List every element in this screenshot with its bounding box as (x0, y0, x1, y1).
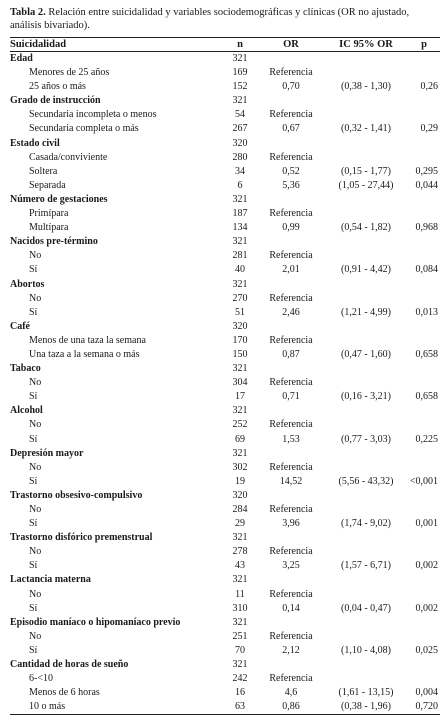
cell-variable: Sí (29, 264, 38, 276)
cell-ci (324, 545, 408, 559)
cell-p (408, 447, 440, 461)
cell-or: Referencia (269, 504, 313, 515)
cell-or: 2,12 (282, 644, 300, 656)
table-row (10, 376, 440, 390)
cell-ci (324, 52, 408, 67)
cell-ci: (0,15 - 1,77) (341, 165, 391, 177)
cell-ci: (0,54 - 1,82) (341, 222, 391, 234)
table-row (10, 348, 440, 362)
cell-n: 242 (232, 673, 248, 685)
cell-variable: Cantidad de horas de sueño (10, 659, 129, 671)
cell-variable: Menos de 6 horas (29, 687, 100, 699)
cell-variable: Trastorno disfórico premenstrual (10, 532, 153, 544)
cell-or: Referencia (269, 334, 313, 346)
header-or: OR (258, 38, 324, 52)
cell-p (408, 672, 440, 686)
cell-p (408, 320, 440, 334)
cell-or: 4,6 (284, 687, 298, 699)
cell-n: 321 (232, 447, 248, 459)
cell-p: 0,004 (415, 687, 438, 699)
cell-or (258, 658, 324, 672)
cell-p: 0,720 (408, 700, 440, 715)
table-row (10, 221, 440, 235)
cell-ci: (0,16 - 3,21) (341, 391, 391, 403)
cell-or: Referencia (269, 151, 313, 163)
cell-p: 0,29 (420, 123, 438, 135)
cell-p (408, 461, 440, 475)
cell-or: Referencia (269, 377, 313, 389)
cell-ci (324, 94, 408, 108)
cell-ci: (0,04 - 0,47) (341, 602, 391, 614)
cell-p (408, 151, 440, 165)
table-row (10, 475, 440, 489)
cell-p: 0,658 (415, 348, 438, 360)
category-row (10, 193, 440, 207)
cell-p (408, 193, 440, 207)
cell-variable: Separada (29, 179, 66, 191)
cell-n: 43 (235, 560, 245, 572)
cell-or: 0,70 (282, 81, 300, 93)
cell-n: 280 (232, 151, 248, 163)
cell-or: 0,99 (282, 222, 300, 234)
cell-n: 320 (232, 320, 248, 332)
cell-ci: (1,21 - 4,99) (341, 306, 391, 318)
cell-variable: Abortos (10, 278, 45, 290)
cell-n: 278 (232, 546, 248, 558)
cell-ci (324, 672, 408, 686)
cell-n: 321 (232, 53, 248, 64)
cell-variable: Sí (29, 602, 38, 614)
table-caption-text: Relación entre suicidalidad y variables sociodemográficas y clínicas (OR no ajustado, análisis bivariado). (10, 7, 410, 31)
cell-or: Referencia (269, 419, 313, 431)
cell-variable: Sí (29, 644, 38, 656)
cell-variable: 25 años o más (29, 81, 86, 93)
cell-p (408, 207, 440, 221)
cell-p (408, 573, 440, 587)
cell-variable: Estado civil (10, 137, 60, 149)
header-variable: Suicidalidad (10, 38, 222, 52)
cell-ci (324, 137, 408, 151)
category-row (10, 52, 440, 67)
cell-n: 321 (232, 574, 248, 586)
table-row (10, 700, 440, 715)
cell-ci (324, 573, 408, 587)
table-row (10, 179, 440, 193)
cell-or: Referencia (269, 461, 313, 473)
cell-variable: Sí (29, 560, 38, 572)
cell-p: 0,013 (415, 306, 438, 318)
category-row (10, 404, 440, 418)
cell-ci: (5,56 - 43,32) (338, 475, 394, 487)
table-row (10, 390, 440, 404)
cell-variable: Menos de una taza la semana (29, 334, 146, 346)
cell-p: 0,044 (415, 179, 438, 191)
cell-or: 1,53 (282, 433, 300, 445)
cell-variable: Casada/conviviente (29, 151, 108, 163)
cell-variable: Sí (29, 306, 38, 318)
table-row (10, 644, 440, 658)
table-row (10, 517, 440, 531)
table-row (10, 306, 440, 320)
cell-n: 40 (235, 264, 245, 276)
cell-ci (324, 235, 408, 249)
cell-or (258, 193, 324, 207)
cell-or: Referencia (269, 546, 313, 558)
table-row (10, 165, 440, 179)
cell-or (258, 489, 324, 503)
cell-variable: Tabaco (10, 363, 41, 375)
cell-n: 310 (232, 602, 248, 614)
cell-n: 267 (232, 123, 248, 135)
cell-variable: 10 o más (10, 700, 222, 715)
table-caption-label: Tabla 2. (10, 7, 46, 18)
results-table (10, 37, 440, 715)
cell-p: <0,001 (409, 475, 438, 487)
cell-p (408, 630, 440, 644)
cell-or: 0,14 (282, 602, 300, 614)
cell-or: 0,52 (282, 165, 300, 177)
cell-or: Referencia (269, 109, 313, 121)
cell-or: 3,96 (282, 518, 300, 530)
cell-n: 252 (232, 419, 248, 431)
cell-n: 321 (232, 278, 248, 290)
cell-ci (324, 404, 408, 418)
cell-or (258, 137, 324, 151)
table-row (10, 672, 440, 686)
table-row (10, 545, 440, 559)
cell-variable: 6-<10 (29, 673, 53, 685)
cell-ci (324, 616, 408, 630)
cell-or: 0,86 (258, 700, 324, 715)
cell-variable: Edad (10, 53, 33, 64)
cell-n: 51 (235, 306, 245, 318)
cell-variable: Menores de 25 años (29, 67, 110, 79)
cell-ci (324, 658, 408, 672)
cell-variable: Café (10, 320, 30, 332)
cell-or: Referencia (269, 588, 313, 600)
table-row (10, 108, 440, 122)
cell-variable: Secundaria incompleta o menos (29, 109, 157, 121)
cell-p: 0,002 (415, 560, 438, 572)
cell-p (408, 235, 440, 249)
cell-n: 320 (232, 137, 248, 149)
cell-ci (324, 362, 408, 376)
cell-p (408, 52, 440, 67)
cell-or (258, 52, 324, 67)
cell-variable: Depresión mayor (10, 447, 84, 459)
table-row (10, 292, 440, 306)
category-row (10, 137, 440, 151)
header-row (10, 38, 440, 52)
table-row (10, 461, 440, 475)
cell-n: 321 (232, 659, 248, 671)
cell-p (408, 66, 440, 80)
table-row (10, 559, 440, 573)
cell-or (258, 235, 324, 249)
table-row (10, 151, 440, 165)
cell-p: 0,26 (420, 81, 438, 93)
cell-n: 17 (235, 391, 245, 403)
cell-variable: No (29, 419, 42, 431)
cell-variable: No (29, 588, 42, 600)
cell-p (408, 278, 440, 292)
cell-or: Referencia (269, 630, 313, 642)
cell-n: 284 (232, 504, 248, 515)
cell-p: 0,225 (415, 433, 438, 445)
cell-p (408, 362, 440, 376)
cell-ci: (0,38 - 1,30) (341, 81, 391, 93)
cell-p (408, 376, 440, 390)
cell-ci (324, 292, 408, 306)
cell-or (258, 362, 324, 376)
cell-or: Referencia (269, 673, 313, 685)
cell-or (258, 447, 324, 461)
cell-ci (324, 531, 408, 545)
cell-p: 0,001 (415, 518, 438, 530)
cell-p (408, 616, 440, 630)
cell-ci (324, 193, 408, 207)
cell-n: 281 (232, 250, 248, 262)
cell-n: 321 (232, 616, 248, 628)
cell-variable: Sí (29, 475, 38, 487)
cell-variable: Grado de instrucción (10, 95, 101, 107)
cell-ci: (1,10 - 4,08) (341, 644, 391, 656)
cell-ci (324, 320, 408, 334)
cell-or: Referencia (269, 292, 313, 304)
cell-p (408, 249, 440, 263)
cell-variable: No (29, 250, 42, 262)
cell-n: 11 (235, 588, 245, 600)
cell-n: 321 (232, 193, 248, 205)
cell-ci (324, 418, 408, 432)
cell-variable: Episodio maníaco o hipomaníaco previo (10, 616, 181, 628)
category-row (10, 235, 440, 249)
category-row (10, 531, 440, 545)
cell-variable: Sí (29, 391, 38, 403)
cell-ci: (0,32 - 1,41) (341, 123, 391, 135)
cell-n: 134 (232, 222, 248, 234)
cell-ci (324, 376, 408, 390)
category-row (10, 320, 440, 334)
cell-n: 304 (232, 377, 248, 389)
cell-ci (324, 207, 408, 221)
cell-variable: Número de gestaciones (10, 193, 108, 205)
cell-or: Referencia (269, 67, 313, 79)
cell-p (408, 531, 440, 545)
table-row (10, 686, 440, 700)
cell-ci: (1,74 - 9,02) (341, 518, 391, 530)
cell-variable: No (29, 461, 42, 473)
cell-p: 0,295 (415, 165, 438, 177)
table-header (10, 38, 440, 52)
cell-p (408, 658, 440, 672)
cell-ci: (0,38 - 1,96) (324, 700, 408, 715)
cell-or: 5,36 (282, 179, 300, 191)
cell-n: 251 (232, 630, 248, 642)
cell-or (258, 404, 324, 418)
cell-p (408, 588, 440, 602)
category-row (10, 658, 440, 672)
cell-or: 14,52 (279, 475, 303, 487)
table-row (10, 630, 440, 644)
cell-variable: No (29, 504, 42, 515)
table-row (10, 433, 440, 447)
cell-ci (324, 249, 408, 263)
cell-ci (324, 66, 408, 80)
table-row (10, 249, 440, 263)
cell-n: 29 (235, 518, 245, 530)
cell-variable: No (29, 377, 42, 389)
cell-n: 169 (232, 67, 248, 79)
cell-or: 0,71 (282, 391, 300, 403)
cell-n: 321 (232, 363, 248, 375)
cell-ci: (0,91 - 4,42) (341, 264, 391, 276)
cell-variable: Multípara (29, 222, 69, 234)
cell-n: 70 (235, 644, 245, 656)
category-row (10, 616, 440, 630)
cell-or: 0,67 (282, 123, 300, 135)
cell-variable: Secundaria completa o más (29, 123, 139, 135)
cell-or (258, 94, 324, 108)
table-row (10, 66, 440, 80)
cell-n: 321 (232, 95, 248, 107)
cell-p (408, 418, 440, 432)
cell-n: 321 (232, 236, 248, 248)
cell-p (408, 94, 440, 108)
cell-p (408, 545, 440, 559)
cell-ci (324, 447, 408, 461)
cell-n: 187 (232, 208, 248, 220)
cell-n: 152 (232, 81, 248, 93)
cell-or (258, 616, 324, 630)
cell-ci: (1,57 - 6,71) (341, 560, 391, 572)
cell-ci (324, 108, 408, 122)
header-n: n (222, 38, 258, 52)
cell-n: 320 (232, 489, 248, 501)
category-row (10, 278, 440, 292)
table-row (10, 588, 440, 602)
cell-or: 0,87 (282, 348, 300, 360)
cell-n: 150 (232, 348, 248, 360)
category-row (10, 94, 440, 108)
cell-or (258, 320, 324, 334)
cell-ci (324, 503, 408, 517)
cell-ci: (0,77 - 3,03) (341, 433, 391, 445)
cell-variable: No (29, 292, 42, 304)
cell-variable: No (29, 546, 42, 558)
table-body (10, 52, 440, 715)
cell-ci (324, 588, 408, 602)
category-row (10, 573, 440, 587)
cell-n: 170 (232, 334, 248, 346)
cell-n: 34 (235, 165, 245, 177)
cell-ci: (1,61 - 13,15) (338, 687, 394, 699)
cell-variable: No (29, 630, 42, 642)
cell-p (408, 108, 440, 122)
cell-variable: Trastorno obsesivo-compulsivo (10, 489, 143, 501)
cell-variable: Soltera (29, 165, 58, 177)
cell-n: 69 (235, 433, 245, 445)
cell-p: 0,002 (415, 602, 438, 614)
cell-variable: Una taza a la semana o más (29, 348, 140, 360)
cell-n: 302 (232, 461, 248, 473)
table-row (10, 263, 440, 277)
category-row (10, 447, 440, 461)
table-row (10, 334, 440, 348)
cell-n: 321 (232, 405, 248, 417)
category-row (10, 489, 440, 503)
cell-ci: (1,05 - 27,44) (338, 179, 394, 191)
table-row (10, 122, 440, 136)
cell-or: 3,25 (282, 560, 300, 572)
category-row (10, 362, 440, 376)
cell-variable: Lactancia materna (10, 574, 91, 586)
cell-ci (324, 461, 408, 475)
cell-variable: Sí (29, 518, 38, 530)
cell-p (408, 334, 440, 348)
cell-variable: Nacidos pre-término (10, 236, 98, 248)
cell-n: 63 (222, 700, 258, 715)
cell-or: 2,01 (282, 264, 300, 276)
table-row (10, 80, 440, 94)
table-row (10, 207, 440, 221)
cell-n: 321 (232, 532, 248, 544)
cell-or: 2,46 (282, 306, 300, 318)
cell-ci: (0,47 - 1,60) (341, 348, 391, 360)
cell-or (258, 278, 324, 292)
cell-ci (324, 151, 408, 165)
cell-n: 270 (232, 292, 248, 304)
cell-n: 6 (237, 179, 243, 191)
header-p: p (408, 38, 440, 52)
table-row (10, 602, 440, 616)
cell-n: 16 (235, 687, 245, 699)
cell-p: 0,968 (415, 222, 438, 234)
cell-or: Referencia (269, 208, 313, 220)
cell-ci (324, 278, 408, 292)
cell-n: 19 (235, 475, 245, 487)
cell-p (408, 489, 440, 503)
header-ci: IC 95% OR (324, 38, 408, 52)
cell-or: Referencia (269, 250, 313, 262)
cell-p: 0,658 (415, 391, 438, 403)
cell-p (408, 137, 440, 151)
cell-or (258, 573, 324, 587)
cell-p (408, 503, 440, 517)
cell-p (408, 292, 440, 306)
cell-p: 0,084 (415, 264, 438, 276)
cell-or (258, 531, 324, 545)
cell-variable: Primípara (29, 208, 69, 220)
cell-ci (324, 334, 408, 348)
cell-variable: Alcohol (10, 405, 43, 417)
table-caption (10, 6, 440, 32)
table-row (10, 503, 440, 517)
cell-ci (324, 630, 408, 644)
cell-p: 0,025 (415, 644, 438, 656)
table-row (10, 418, 440, 432)
cell-n: 54 (235, 109, 245, 121)
cell-ci (324, 489, 408, 503)
cell-p (408, 404, 440, 418)
cell-variable: Sí (29, 433, 38, 445)
